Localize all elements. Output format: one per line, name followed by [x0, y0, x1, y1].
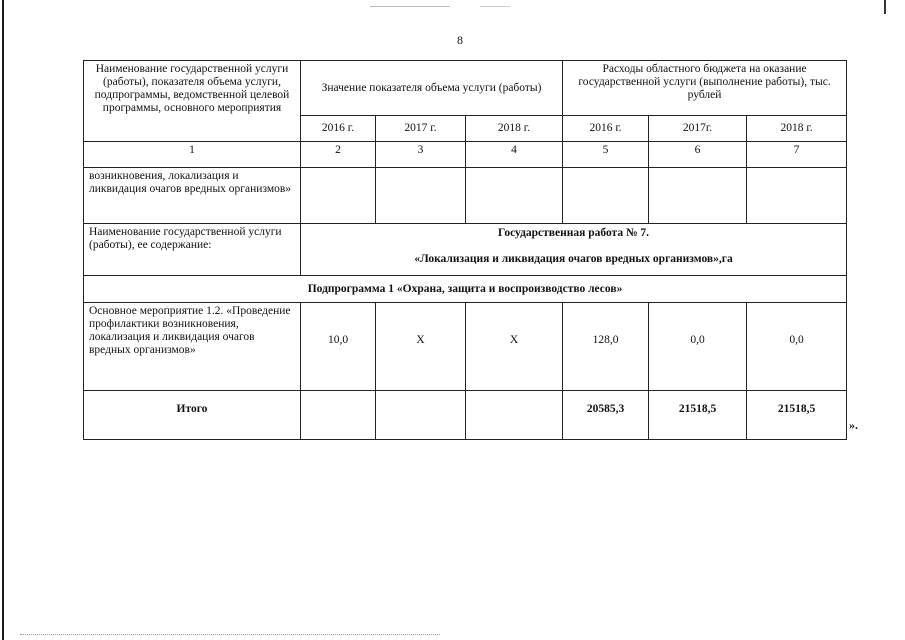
activity-value: 0,0 — [649, 303, 747, 391]
year-expenses-2017: 2017г. — [649, 116, 747, 142]
table-row — [84, 168, 847, 224]
empty-cell — [563, 168, 649, 224]
column-number: 2 — [301, 142, 376, 168]
total-value — [301, 391, 376, 440]
header-row — [84, 61, 847, 116]
scan-top-rule-2 — [480, 6, 510, 7]
column-number: 1 — [84, 142, 301, 168]
year-volume-2016: 2016 г. — [301, 116, 376, 142]
activity-name: Основное мероприятие 1.2. «Проведение профилактики возникновения, локализация и ликвидация очагов вредных организмов» — [84, 303, 301, 391]
work-label: Наименование государственной услуги (работы), ее содержание: — [84, 224, 301, 276]
subprogram-row — [84, 276, 847, 303]
activity-value: 128,0 — [563, 303, 649, 391]
column-number-row — [84, 142, 847, 168]
empty-cell — [376, 168, 466, 224]
total-value: 21518,5 — [747, 391, 847, 440]
total-value — [466, 391, 563, 440]
year-volume-2018: 2018 г. — [466, 116, 563, 142]
total-label: Итого — [84, 391, 301, 440]
year-volume-2017: 2017 г. — [376, 116, 466, 142]
closing-quote-mark: ». — [849, 418, 858, 432]
total-row — [84, 391, 847, 440]
subprogram-title: Подпрограмма 1 «Охрана, защита и воспроизводство лесов» — [84, 276, 847, 303]
year-expenses-2018: 2018 г. — [747, 116, 847, 142]
activity-value: 10,0 — [301, 303, 376, 391]
scan-top-rule — [370, 6, 450, 7]
activity-value: Х — [466, 303, 563, 391]
scan-corner-mark — [884, 0, 886, 14]
work-title: Государственная работа № 7. — [498, 227, 650, 239]
page-number: 8 — [457, 33, 463, 47]
table-row — [84, 303, 847, 391]
activity-value: Х — [376, 303, 466, 391]
total-value — [376, 391, 466, 440]
total-value: 21518,5 — [649, 391, 747, 440]
empty-cell — [747, 168, 847, 224]
activity-value: 0,0 — [747, 303, 847, 391]
column-number: 4 — [466, 142, 563, 168]
scan-left-edge — [2, 0, 4, 640]
column-number: 5 — [563, 142, 649, 168]
column-number: 3 — [376, 142, 466, 168]
scan-bottom-noise — [20, 634, 440, 636]
column-number: 7 — [747, 142, 847, 168]
budget-table — [83, 60, 847, 440]
empty-cell — [466, 168, 563, 224]
empty-cell — [649, 168, 747, 224]
column-number: 6 — [649, 142, 747, 168]
empty-cell — [301, 168, 376, 224]
header-expenses-group: Расходы областного бюджета на оказание государственной услуги (выполнение работы), тыс. рублей — [563, 61, 847, 116]
work-row — [84, 224, 847, 276]
header-name-cell: Наименование государственной услуги (работы), показателя объема услуги, подпрограммы, ведомственной целевой программы, основного мероприятия — [84, 61, 301, 142]
continuation-name: возникновения, локализация и ликвидация очагов вредных организмов» — [84, 168, 301, 224]
work-description — [301, 224, 847, 276]
header-volume-group: Значение показателя объема услуги (работы) — [301, 61, 563, 116]
year-expenses-2016: 2016 г. — [563, 116, 649, 142]
work-subtitle: «Локализация и ликвидация очагов вредных организмов»,га — [414, 253, 733, 265]
total-value: 20585,3 — [563, 391, 649, 440]
